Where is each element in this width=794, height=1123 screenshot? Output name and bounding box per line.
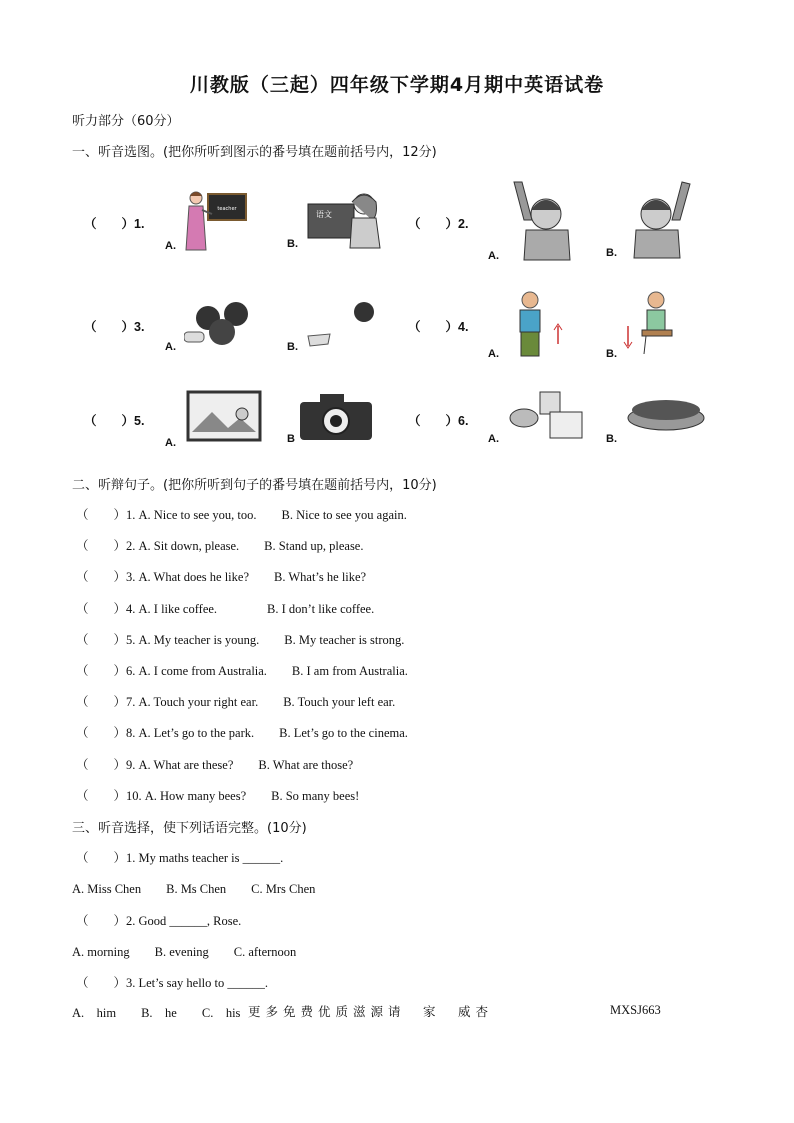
p2-line-4: （ ）4. A. I like coffee. B. I don’t like coffee.: [76, 602, 375, 616]
p1-q2-number: （ ）2.: [408, 217, 469, 231]
p1-q1-a: A.: [165, 240, 176, 252]
p3-line-5: （ ）3. Let’s say hello to ______.: [76, 976, 268, 990]
document-code: MXSJ663: [610, 1003, 661, 1017]
page-title: 川教版（三起）四年级下学期4月期中英语试卷: [189, 74, 605, 96]
p2-line-3: （ ）3. A. What does he like? B. What’s he like?: [76, 570, 367, 584]
p3-line-3: （ ）2. Good ______, Rose.: [76, 914, 242, 928]
camera-image: [296, 390, 376, 442]
girl-sitting-down-image: [620, 290, 680, 360]
p2-line-10: （ ）10. A. How many bees? B. So many bees!: [76, 789, 360, 803]
p2-line-5: （ ）5. A. My teacher is young. B. My teacher is strong.: [76, 633, 405, 647]
p3-line-6: A. him B. he C. his: [72, 1006, 241, 1020]
p1-q1-number: （ ）1.: [84, 217, 145, 231]
p1-q2-b: B.: [606, 247, 617, 259]
p3-line-2: A. Miss Chen B. Ms Chen C. Mrs Chen: [72, 882, 316, 896]
book-text: 语文: [316, 210, 332, 219]
boy-standing-up-image: [508, 290, 568, 360]
p1-q4-number: （ ）4.: [408, 320, 469, 334]
watermark-text: 更多免费优质滋源请 家 威杏: [248, 1004, 494, 1019]
p1-q3-a: A.: [165, 341, 176, 353]
section-listening: 听力部分（60分）: [72, 114, 180, 129]
p2-line-7: （ ）7. A. Touch your right ear. B. Touch your left ear.: [76, 695, 396, 709]
photo-image: [184, 388, 264, 444]
p2-line-2: （ ）2. A. Sit down, please. B. Stand up, please.: [76, 539, 364, 553]
p1-q5-number: （ ）5.: [84, 414, 145, 428]
teacher-at-board-image: [180, 186, 250, 254]
p1-q6-b: B.: [606, 433, 617, 445]
fast-food-image: [506, 388, 590, 444]
p3-line-4: A. morning B. evening C. afternoon: [72, 945, 297, 959]
part3-heading: 三、听音选择，使下列话语完整。(10分): [72, 821, 307, 836]
p1-q3-number: （ ）3.: [84, 320, 145, 334]
part1-heading: 一、听音选图。(把你所听到图示的番号填在题前括号内，12分): [72, 145, 437, 160]
apple-image: [304, 296, 384, 352]
p2-line-9: （ ）9. A. What are these? B. What are those?: [76, 758, 354, 772]
p2-line-6: （ ）6. A. I come from Australia. B. I am from Australia.: [76, 664, 408, 678]
p3-line-1: （ ）1. My maths teacher is ______.: [76, 851, 284, 865]
p1-q6-a: A.: [488, 433, 499, 445]
apples-image: [184, 296, 256, 352]
p1-q5-a: A.: [165, 437, 176, 449]
boy-raising-both-hands-image: [506, 180, 576, 262]
salad-image: [624, 390, 708, 440]
p1-q6-number: （ ）6.: [408, 414, 469, 428]
p1-q1-b: B.: [287, 238, 298, 250]
p1-q3-b: B.: [287, 341, 298, 353]
board-text: teacher: [217, 206, 237, 212]
boy-raising-one-hand-image: [624, 180, 694, 260]
p2-line-8: （ ）8. A. Let’s go to the park. B. Let’s go to the cinema.: [76, 726, 408, 740]
part2-heading: 二、听辩句子。(把你所听到句子的番号填在题前括号内，10分): [72, 478, 437, 493]
p1-q4-a: A.: [488, 348, 499, 360]
p1-q2-a: A.: [488, 250, 499, 262]
teacher-with-book-image: [306, 190, 384, 250]
p1-q4-b: B.: [606, 348, 617, 360]
p2-line-1: （ ）1. A. Nice to see you, too. B. Nice to see you again.: [76, 508, 407, 522]
p1-q5-b: B: [287, 433, 295, 445]
